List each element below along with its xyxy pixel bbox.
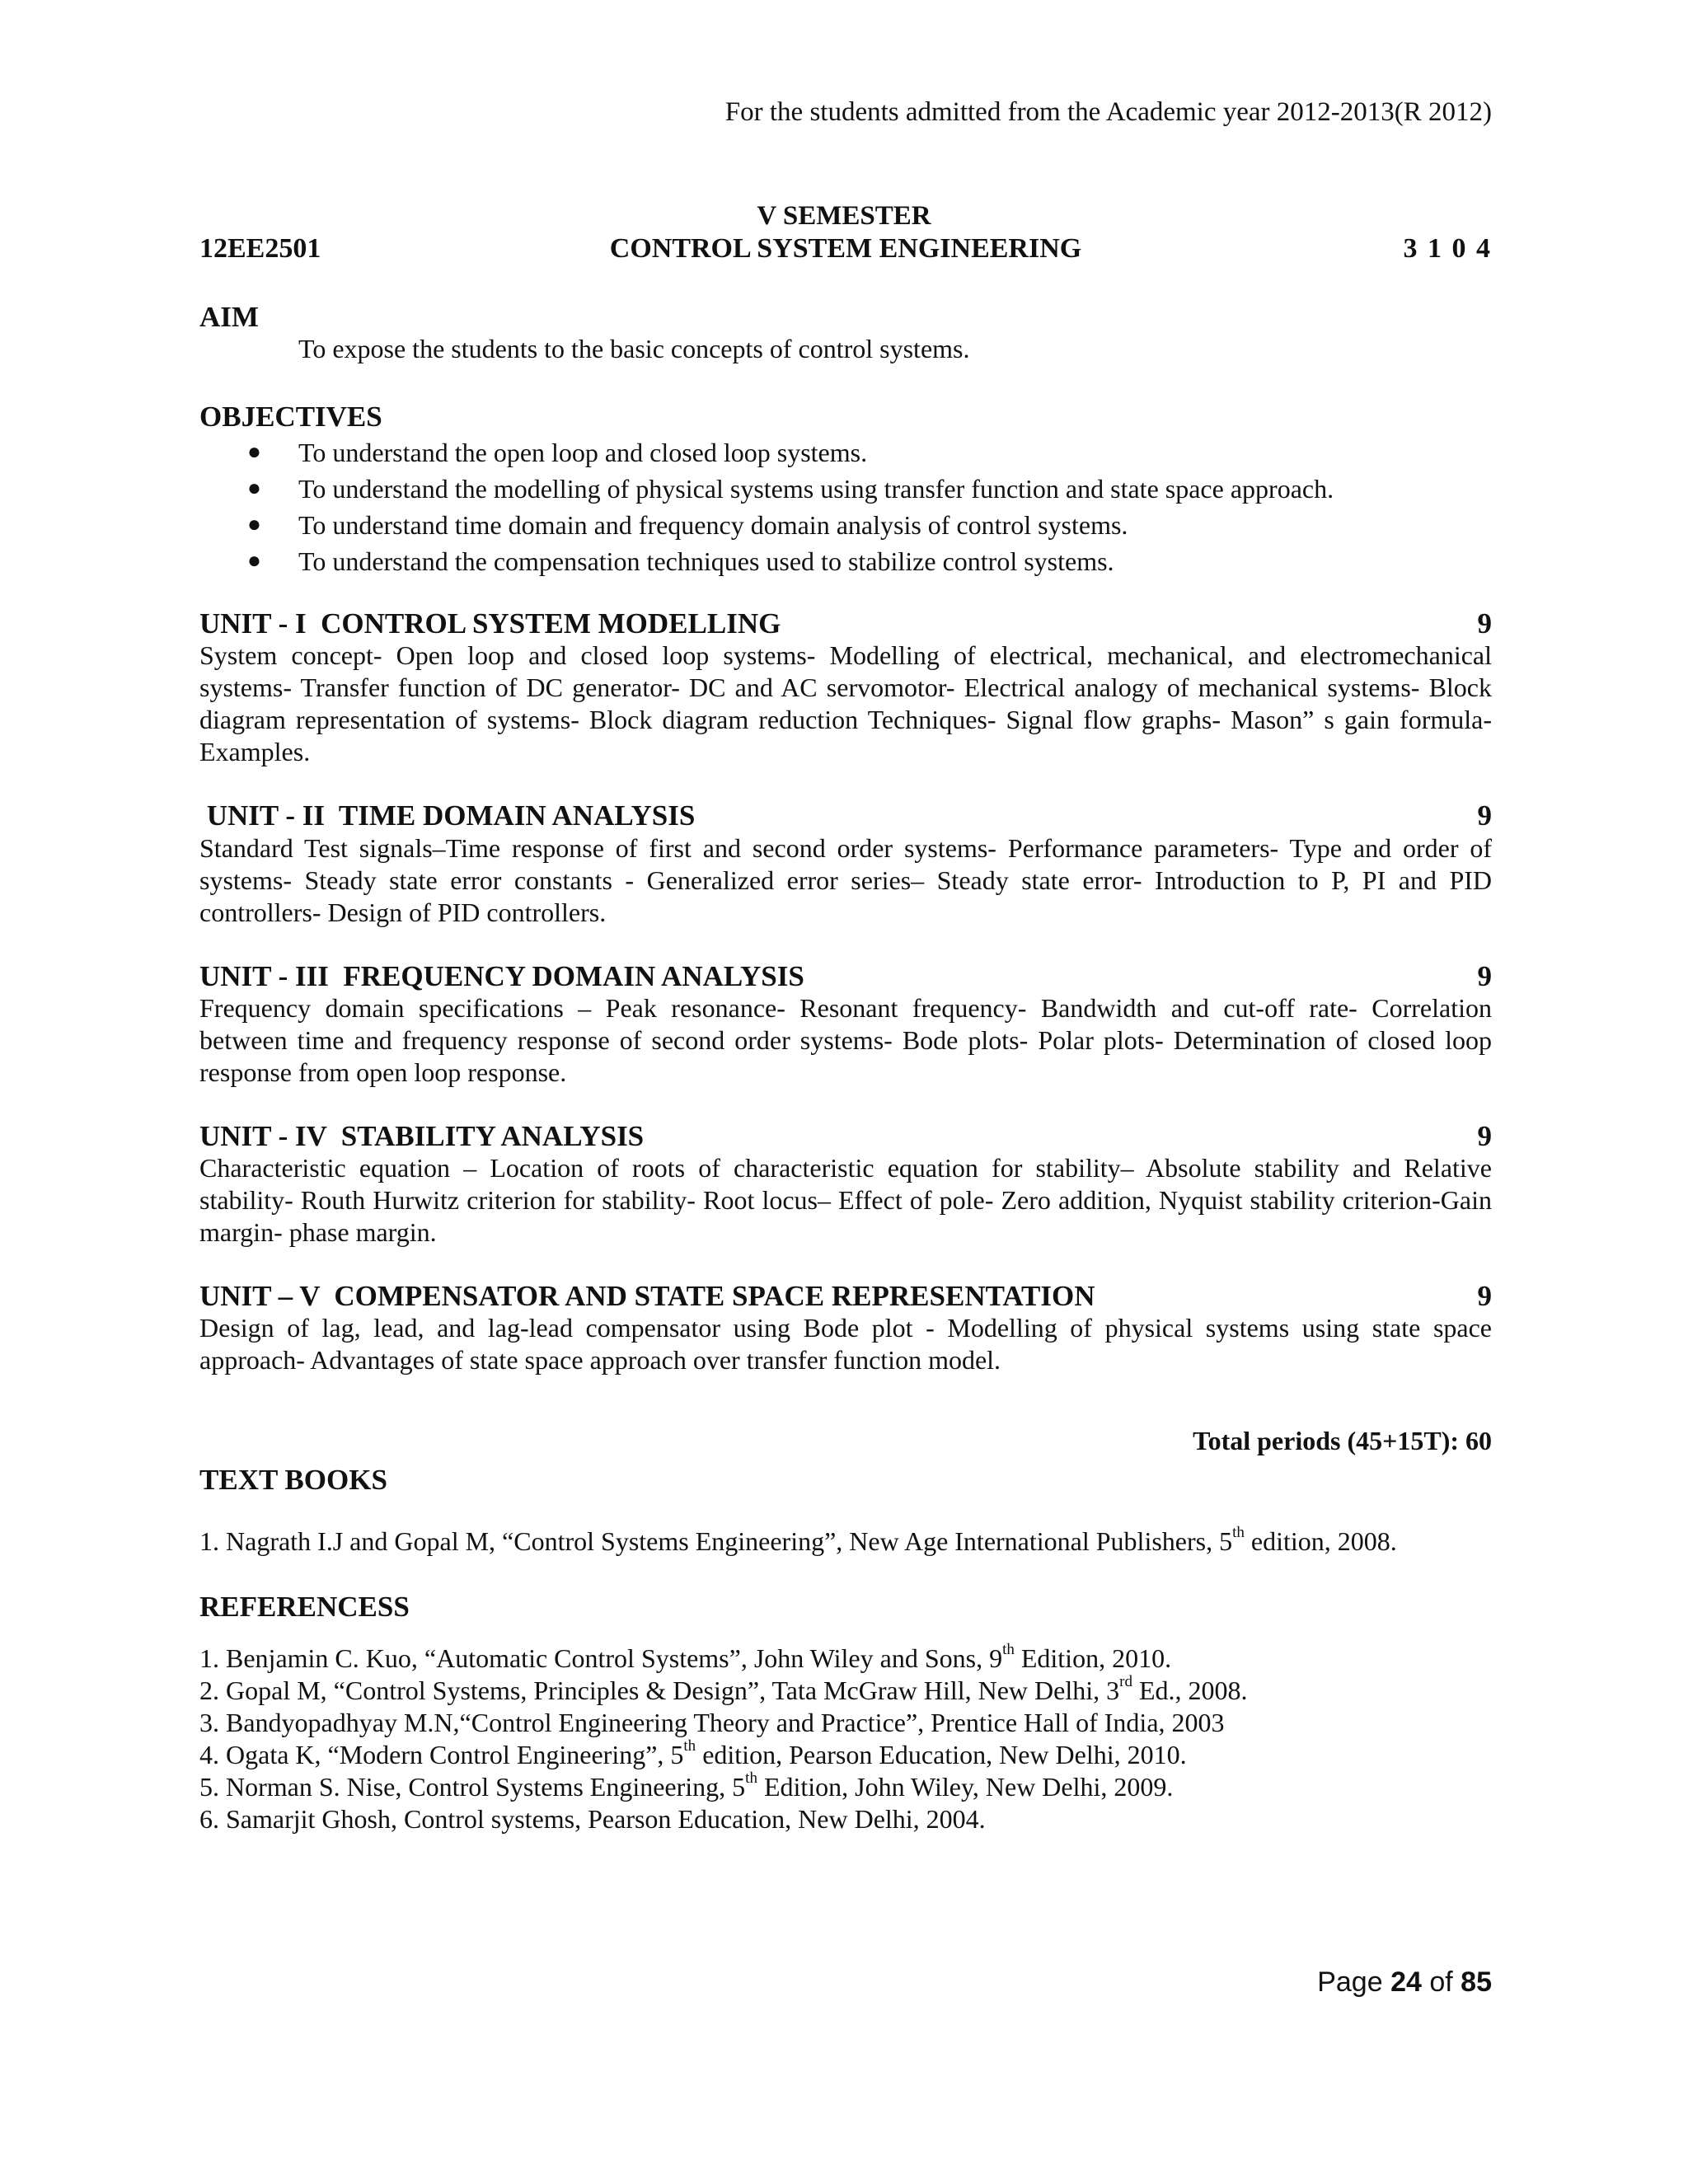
reference-text: Ed., 2008.: [1132, 1675, 1248, 1705]
list-item: [199, 1739, 1248, 1771]
aim-text: To expose the students to the basic concepts of control systems.: [298, 334, 970, 363]
unit-4-text: Characteristic equation – Location of roots of characteristic equation for stability– Absolute stability and Relative stability- Routh Hurwitz criterion for stability- Root locus– Effect of pole- Zero addition, Nyquist stability criterion-Gain margin- phase margin.: [199, 1153, 1492, 1247]
objectives-list: [247, 434, 1334, 579]
unit-title: UNIT - I CONTROL SYSTEM MODELLING: [199, 607, 781, 640]
unit-hours: 9: [1477, 799, 1492, 832]
unit-title: UNIT - IV STABILITY ANALYSIS: [199, 1120, 645, 1152]
reference-text: 4. Ogata K, “Modern Control Engineering”, 5: [199, 1740, 684, 1769]
superscript: th: [683, 1737, 696, 1755]
reference-text: Edition, John Wiley, New Delhi, 2009.: [757, 1772, 1174, 1802]
objectives-heading: OBJECTIVES: [199, 401, 382, 433]
unit-title: UNIT - III FREQUENCY DOMAIN ANALYSIS: [199, 960, 804, 992]
text-book-text: 1. Nagrath I.J and Gopal M, “Control Systems Engineering”, New Age International Publishers, 5: [199, 1526, 1233, 1556]
page-total: 85: [1461, 1966, 1492, 1998]
list-item: [199, 1675, 1248, 1707]
list-item: [247, 543, 1334, 579]
course-title-row: [199, 233, 1492, 269]
superscript: th: [1232, 1524, 1245, 1542]
reference-text: 6. Samarjit Ghosh, Control systems, Pearson Education, New Delhi, 2004.: [199, 1804, 986, 1834]
unit-4-heading: [199, 1120, 1492, 1156]
course-title: CONTROL SYSTEM ENGINEERING: [609, 233, 1082, 264]
unit-2-text: Standard Test signals–Time response of first and second order systems- Performance parameters- Type and order of systems- Steady state error constants - Generalized error series– Steady state error- Introduction to P, PI and PID controllers- Design of PID controllers.: [199, 833, 1492, 927]
bullet-icon: ●: [247, 512, 261, 537]
unit-title: UNIT – V COMPENSATOR AND STATE SPACE REPRESENTATION: [199, 1280, 1095, 1312]
objective-text: To understand the open loop and closed loop systems.: [298, 438, 868, 467]
superscript: th: [1002, 1641, 1015, 1659]
unit-3-heading: [199, 960, 1492, 996]
reference-text: edition, Pearson Education, New Delhi, 2010.: [696, 1740, 1187, 1769]
reference-text: 1. Benjamin C. Kuo, “Automatic Control Systems”, John Wiley and Sons, 9: [199, 1643, 1003, 1673]
unit-1-text: System concept- Open loop and closed loop systems- Modelling of electrical, mechanical, and electromechanical systems- Transfer function of DC generator- DC and AC servomotor- Electrical analogy of mechanical systems- Block diagram representation of systems- Block diagram reduction Techniques- Signal flow graphs- Mason” s gain formula- Examples.: [199, 640, 1492, 766]
list-item: [199, 1707, 1248, 1739]
objective-text: To understand the compensation techniques used to stabilize control systems.: [298, 546, 1114, 576]
aim-heading: AIM: [199, 301, 259, 333]
semester-heading: V SEMESTER: [757, 201, 931, 231]
unit-hours: 9: [1477, 1280, 1492, 1312]
unit-5-text: Design of lag, lead, and lag-lead compensator using Bode plot - Modelling of physical systems using state space approach- Advantages of state space approach over transfer function model.: [199, 1313, 1492, 1375]
page-number: [1317, 1966, 1492, 1999]
unit-hours: 9: [1477, 1120, 1492, 1152]
unit-2-heading: [199, 799, 1492, 836]
references-list: [199, 1643, 1248, 1835]
page-of: of: [1429, 1966, 1453, 1998]
list-item: [247, 434, 1334, 471]
list-item: [199, 1803, 1248, 1835]
unit-5-heading: [199, 1280, 1492, 1316]
text-book-item: [199, 1526, 1397, 1558]
list-item: [247, 507, 1334, 543]
objective-text: To understand the modelling of physical systems using transfer function and state space approach.: [298, 474, 1334, 504]
reference-text: 5. Norman S. Nise, Control Systems Engineering, 5: [199, 1772, 746, 1802]
course-code: 12EE2501: [199, 233, 321, 264]
unit-1-heading: [199, 607, 1492, 644]
list-item: [199, 1771, 1248, 1803]
unit-3-text: Frequency domain specifications – Peak resonance- Resonant frequency- Bandwidth and cut-off rate- Correlation between time and frequency response of second order systems- Bode plots- Polar plots- Determination of closed loop response from open loop response.: [199, 993, 1492, 1087]
reference-text: Edition, 2010.: [1014, 1643, 1172, 1673]
total-periods: Total periods (45+15T): 60: [1193, 1426, 1492, 1455]
list-item: [199, 1643, 1248, 1675]
unit-title: UNIT - II TIME DOMAIN ANALYSIS: [199, 799, 696, 832]
header-note: For the students admitted from the Academic year 2012-2013(R 2012): [724, 97, 1492, 127]
list-item: [247, 471, 1334, 507]
text-book-text: edition, 2008.: [1244, 1526, 1397, 1556]
unit-hours: 9: [1477, 960, 1492, 992]
bullet-icon: ●: [247, 548, 261, 574]
bullet-icon: ●: [247, 439, 261, 465]
text-books-heading: TEXT BOOKS: [199, 1464, 387, 1496]
reference-text: 3. Bandyopadhyay M.N,“Control Engineering Theory and Practice”, Prentice Hall of India, 2003: [199, 1708, 1225, 1737]
page-current: 24: [1390, 1966, 1422, 1998]
superscript: rd: [1119, 1673, 1132, 1691]
page-label: Page: [1317, 1966, 1383, 1998]
course-credits: 3 1 0 4: [1403, 233, 1492, 264]
superscript: th: [745, 1769, 757, 1788]
references-heading: REFERENCESS: [199, 1591, 410, 1623]
bullet-icon: ●: [247, 476, 261, 501]
unit-hours: 9: [1477, 607, 1492, 640]
reference-text: 2. Gopal M, “Control Systems, Principles & Design”, Tata McGraw Hill, New Delhi, 3: [199, 1675, 1120, 1705]
objective-text: To understand time domain and frequency domain analysis of control systems.: [298, 510, 1128, 540]
